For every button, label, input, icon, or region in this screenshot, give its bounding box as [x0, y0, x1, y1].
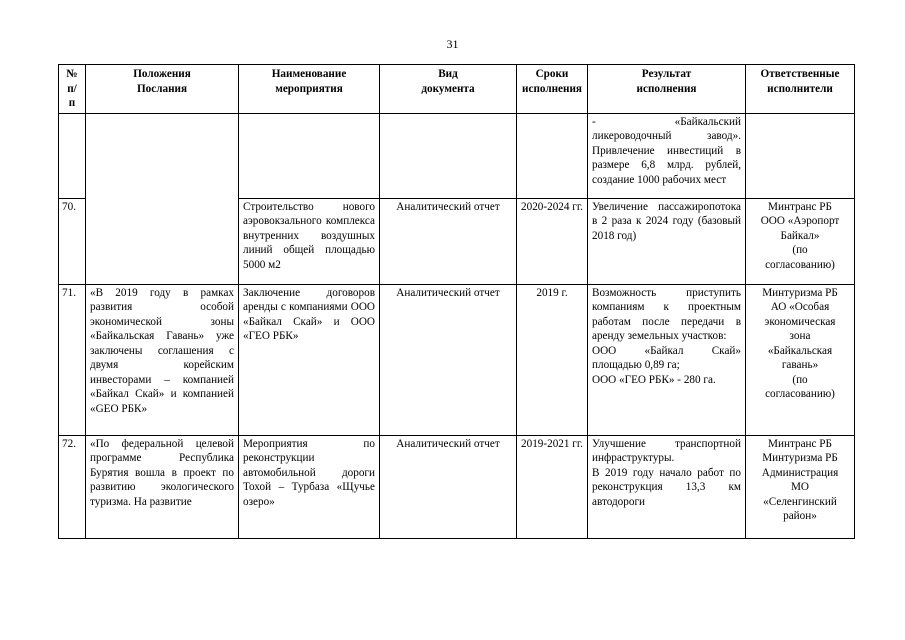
header-result: Результат исполнения [588, 65, 746, 114]
row-responsible [746, 113, 855, 198]
header-deadline: Сроки исполнения [517, 65, 588, 114]
row-responsible: Минтранс РБ Минтуризма РБ Администрация МО «Селенгинский район» [746, 435, 855, 538]
row-deadline [517, 113, 588, 198]
row-num [59, 113, 86, 198]
page-number: 31 [446, 37, 459, 51]
row-doc-type [380, 113, 517, 198]
row-doc-type: Аналитический отчет [380, 198, 517, 284]
row-event: Мероприятия по реконструкции автомобильной дороги Тохой – Турбаза «Щучье озеро» [239, 435, 380, 538]
table-row [59, 435, 855, 538]
row-event [239, 113, 380, 198]
row-provision [86, 113, 239, 284]
row-provision: «По федеральной целевой программе Республика Бурятия вошла в проект по развитию экологического туризма. На развитие [86, 435, 239, 538]
table-row [59, 284, 855, 435]
row-result: Возможность приступить компаниям к проектным работам после передачи в аренду земельных участков: ООО «Байкал Скай» площадью 0,89 га; ООО «ГЕО РБК» - 280 га. [588, 284, 746, 435]
table-header-row [59, 65, 855, 114]
row-deadline: 2019-2021 гг. [517, 435, 588, 538]
row-result: Улучшение транспортной инфраструктуры. В 2019 году начало работ по реконструкция 13,3 км автодороги [588, 435, 746, 538]
action-plan-table [58, 64, 855, 539]
row-num: 71. [59, 284, 86, 435]
header-event: Наименование мероприятия [239, 65, 380, 114]
row-responsible: Минтуризма РБ АО «Особая экономическая зона «Байкальская гавань» (по согласованию) [746, 284, 855, 435]
row-deadline: 2020-2024 гг. [517, 198, 588, 284]
row-result: - «Байкальский ликероводочный завод». Привлечение инвестиций в размере 6,8 млрд. рублей, создание 1000 рабочих мест [588, 113, 746, 198]
row-event: Строительство нового аэровокзального комплекса внутренних воздушных линий общей площадью 5000 м2 [239, 198, 380, 284]
header-responsible: Ответственные исполнители [746, 65, 855, 114]
row-event: Заключение договоров аренды с компаниями ООО «Байкал Скай» и ООО «ГЕО РБК» [239, 284, 380, 435]
row-deadline: 2019 г. [517, 284, 588, 435]
header-provisions: Положения Послания [86, 65, 239, 114]
row-doc-type: Аналитический отчет [380, 435, 517, 538]
row-result: Увеличение пассажиропотока в 2 раза к 2024 году (базовый 2018 год) [588, 198, 746, 284]
row-doc-type: Аналитический отчет [380, 284, 517, 435]
row-provision: «В 2019 году в рамках развития особой экономической зоны «Байкальская Гавань» уже заключены соглашения с двумя корейским инвесторами – компанией «Байкал Скай» и компанией «GEO РБК» [86, 284, 239, 435]
header-num: № п/ п [59, 65, 86, 114]
table-row [59, 113, 855, 198]
header-doc-type: Вид документа [380, 65, 517, 114]
row-responsible: Минтранс РБ ООО «Аэропорт Байкал» (по согласованию) [746, 198, 855, 284]
row-num: 70. [59, 198, 86, 284]
row-num: 72. [59, 435, 86, 538]
